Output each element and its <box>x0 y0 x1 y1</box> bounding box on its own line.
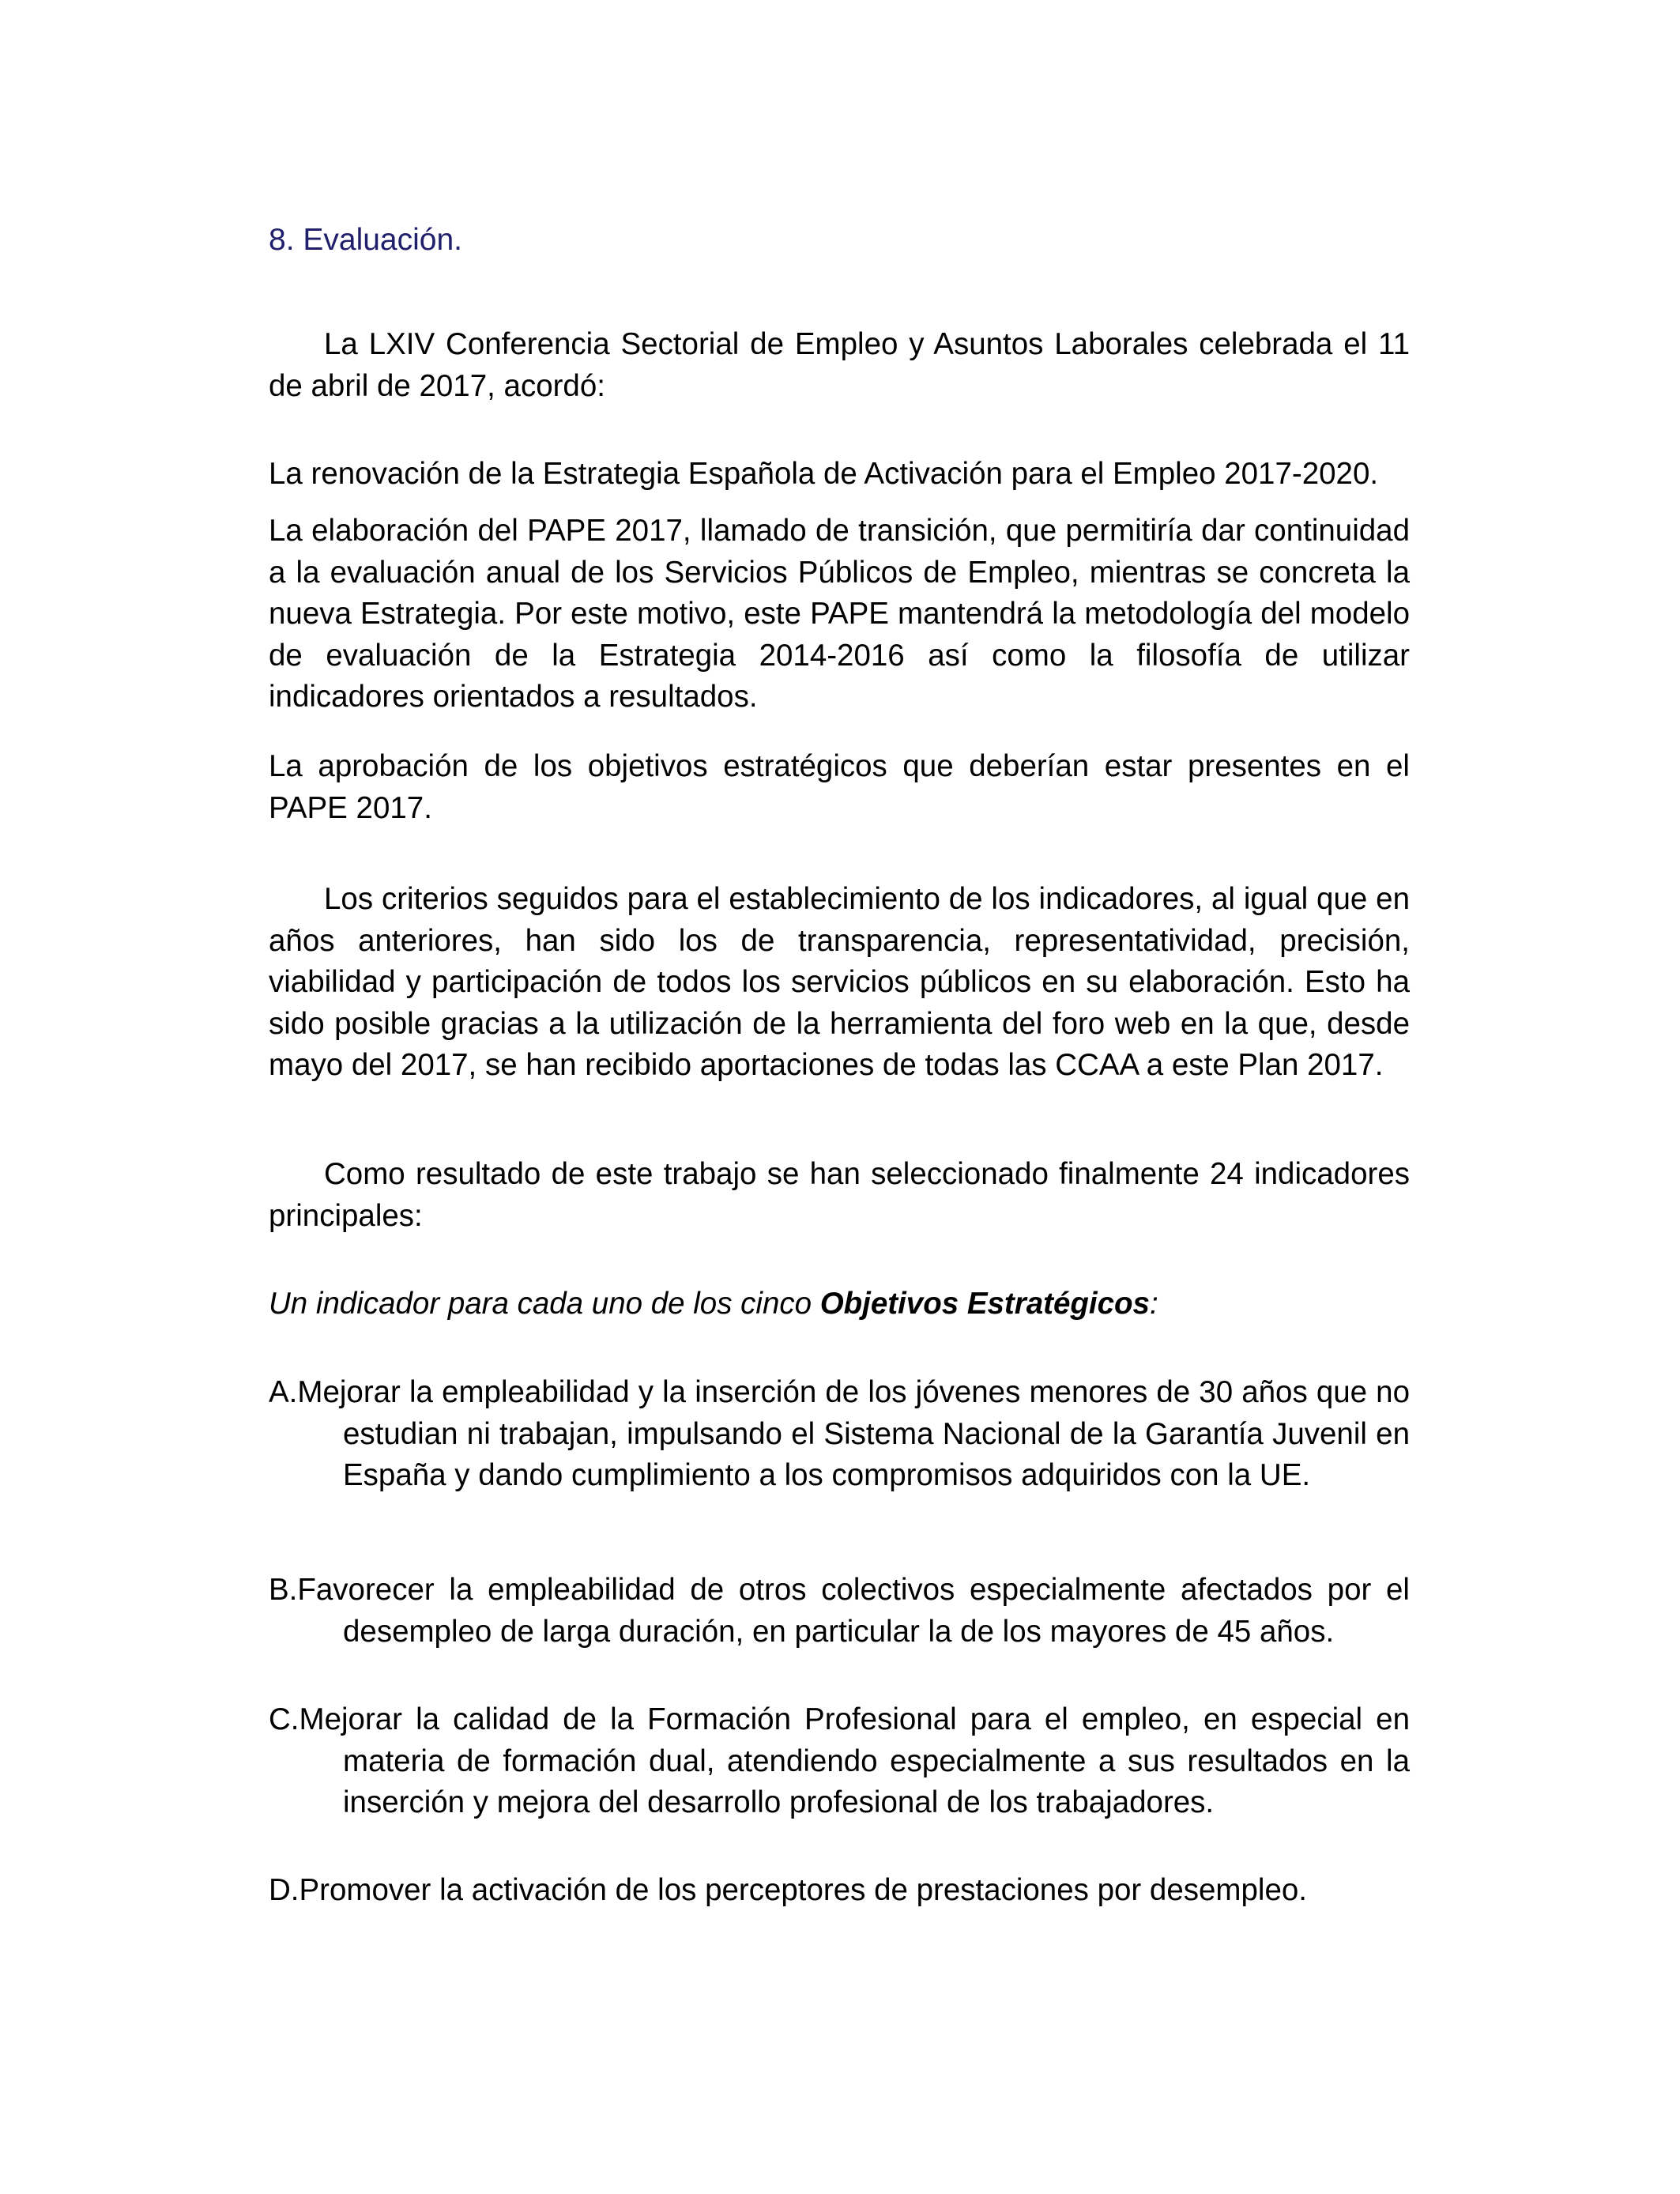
objectives-intro-bold: Objetivos Estratégicos <box>819 1287 1150 1321</box>
agreement-renewal: La renovación de la Estrategia Española de Activación para el Empleo 2017-2020. <box>269 457 1379 491</box>
objective-a: A.Mejorar la empleabilidad y la inserción de los jóvenes menores de 30 años que no estudian ni trabajan, impulsando el Sistema Nacional de la Garantía Juvenil en España y dando cumplimiento a los compromisos adquiridos con la UE. <box>269 1375 1410 1492</box>
objective-b: B.Favorecer la empleabilidad de otros colectivos especialmente afectados por el desempleo de larga duración, en particular la de los mayores de 45 años. <box>269 1573 1410 1649</box>
agreement-objectives-approval: La aprobación de los objetivos estratégicos que deberían estar presentes en el PAPE 2017. <box>269 749 1410 825</box>
criteria-paragraph: Los criterios seguidos para el establecimiento de los indicadores, al igual que en años anteriores, han sido los de transparencia, representatividad, precisión, viabilidad y participación de todos los servicios públicos en su elaboración. Esto ha sido posible gracias a la utilización de la herramienta del foro web en la que, desde mayo del 2017, se han recibido aportaciones de todas las CCAA a este Plan 2017. <box>269 882 1410 1082</box>
objectives-intro-lead: Un indicador para cada uno de los cinco <box>269 1287 820 1321</box>
objectives-intro <box>269 1284 1410 1325</box>
section-heading: 8. Evaluación. <box>269 223 462 257</box>
agreement-pape-transition: La elaboración del PAPE 2017, llamado de transición, que permitiría dar continuidad a la evaluación anual de los Servicios Públicos de Empleo, mientras se concreta la nueva Estrategia. Por este motivo, este PAPE mantendrá la metodología del modelo de evaluación de la Estrategia 2014-2016 así como la filosofía de utilizar indicadores orientados a resultados. <box>269 514 1410 714</box>
objectives-intro-tail: : <box>1149 1287 1158 1321</box>
intro-paragraph: La LXIV Conferencia Sectorial de Empleo y Asuntos Laborales celebrada el 11 de abril de 2017, acordó: <box>269 327 1410 403</box>
objective-c: C.Mejorar la calidad de la Formación Profesional para el empleo, en especial en materia de formación dual, atendiendo especialmente a sus resultados en la inserción y mejora del desarrollo profesional de los trabajadores. <box>269 1702 1410 1819</box>
objective-d: D.Promover la activación de los perceptores de prestaciones por desempleo. <box>269 1873 1307 1907</box>
document-page <box>269 0 1410 2194</box>
result-paragraph: Como resultado de este trabajo se han seleccionado finalmente 24 indicadores principales: <box>269 1157 1410 1233</box>
